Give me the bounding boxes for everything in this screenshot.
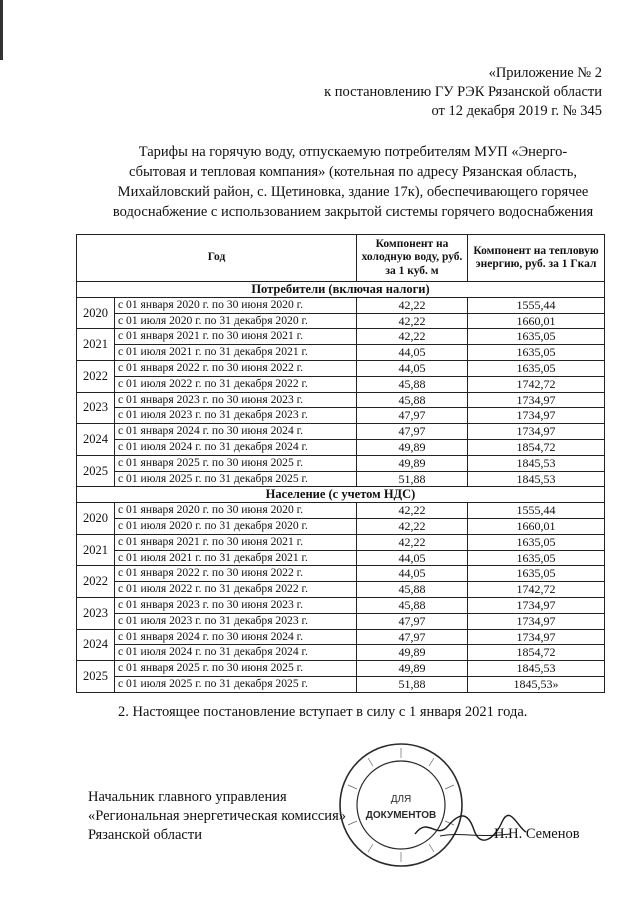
header-cold-water: Компонент на холодную воду, руб. за 1 куб. м [357,235,468,282]
year-cell: 2024 [77,424,115,456]
table-row [77,676,605,692]
period-cell: с 01 января 2021 г. по 30 июня 2021 г. [115,329,357,345]
signatory-position-2: «Региональная энергетическая комиссия» [88,808,346,824]
cold-water-cell: 49,89 [357,645,468,661]
period-cell: с 01 июля 2021 г. по 31 декабря 2021 г. [115,345,357,361]
heat-energy-cell: 1555,44 [468,297,605,313]
heat-energy-cell: 1742,72 [468,376,605,392]
period-cell: с 01 июля 2020 г. по 31 декабря 2020 г. [115,518,357,534]
period-cell: с 01 июля 2020 г. по 31 декабря 2020 г. [115,313,357,329]
period-cell: с 01 января 2023 г. по 30 июня 2023 г. [115,392,357,408]
table-row [77,661,605,677]
heat-energy-cell: 1734,97 [468,613,605,629]
cold-water-cell: 47,97 [357,408,468,424]
table-row [77,566,605,582]
year-cell: 2022 [77,566,115,598]
year-cell: 2021 [77,329,115,361]
heat-energy-cell: 1734,97 [468,408,605,424]
table-row [77,313,605,329]
table-row [77,597,605,613]
cold-water-cell: 49,89 [357,439,468,455]
year-cell: 2021 [77,534,115,566]
period-cell: с 01 января 2024 г. по 30 июня 2024 г. [115,629,357,645]
cold-water-cell: 44,05 [357,345,468,361]
year-cell: 2022 [77,360,115,392]
heat-energy-cell: 1734,97 [468,597,605,613]
appendix-line-2: к постановлению ГУ РЭК Рязанской области [324,84,602,100]
table-row [77,424,605,440]
table-row [77,629,605,645]
period-cell: с 01 января 2020 г. по 30 июня 2020 г. [115,297,357,313]
period-cell: с 01 июля 2025 г. по 31 декабря 2025 г. [115,676,357,692]
cold-water-cell: 42,22 [357,329,468,345]
section-row [77,282,605,298]
period-cell: с 01 января 2025 г. по 30 июня 2025 г. [115,455,357,471]
period-cell: с 01 января 2021 г. по 30 июня 2021 г. [115,534,357,550]
cold-water-cell: 45,88 [357,392,468,408]
table-row [77,345,605,361]
heat-energy-cell: 1734,97 [468,424,605,440]
year-cell: 2024 [77,629,115,661]
cold-water-cell: 42,22 [357,297,468,313]
heat-energy-cell: 1635,05 [468,345,605,361]
cold-water-cell: 51,88 [357,471,468,487]
section-title: Потребители (включая налоги) [77,282,605,298]
heat-energy-cell: 1845,53 [468,455,605,471]
period-cell: с 01 января 2022 г. по 30 июня 2022 г. [115,566,357,582]
title-line-1: Тарифы на горячую воду, отпускаемую потребителям МУП «Энерго- [138,144,568,160]
official-stamp [336,740,466,870]
heat-energy-cell: 1660,01 [468,518,605,534]
period-cell: с 01 января 2020 г. по 30 июня 2020 г. [115,503,357,519]
period-cell: с 01 июля 2023 г. по 31 декабря 2023 г. [115,408,357,424]
tariff-body [77,282,605,693]
tariff-table [76,234,605,693]
heat-energy-cell: 1742,72 [468,582,605,598]
period-cell: с 01 января 2025 г. по 30 июня 2025 г. [115,661,357,677]
period-cell: с 01 января 2024 г. по 30 июня 2024 г. [115,424,357,440]
appendix-line-1: «Приложение № 2 [488,65,602,81]
cold-water-cell: 44,05 [357,566,468,582]
heat-energy-cell: 1845,53 [468,471,605,487]
table-row [77,376,605,392]
heat-energy-cell: 1845,53 [468,661,605,677]
cold-water-cell: 44,05 [357,360,468,376]
table-row [77,439,605,455]
cold-water-cell: 42,22 [357,518,468,534]
heat-energy-cell: 1734,97 [468,392,605,408]
period-cell: с 01 июля 2024 г. по 31 декабря 2024 г. [115,645,357,661]
heat-energy-cell: 1854,72 [468,439,605,455]
table-row [77,582,605,598]
period-cell: с 01 июля 2025 г. по 31 декабря 2025 г. [115,471,357,487]
period-cell: с 01 июля 2022 г. по 31 декабря 2022 г. [115,376,357,392]
cold-water-cell: 42,22 [357,313,468,329]
section-title: Население (с учетом НДС) [77,487,605,503]
period-cell: с 01 июля 2024 г. по 31 декабря 2024 г. [115,439,357,455]
cold-water-cell: 44,05 [357,550,468,566]
table-row [77,297,605,313]
signatory-position-3: Рязанской области [88,827,202,843]
cold-water-cell: 42,22 [357,503,468,519]
header-year: Год [77,235,357,282]
signature-block [88,788,346,845]
cold-water-cell: 49,89 [357,661,468,677]
heat-energy-cell: 1555,44 [468,503,605,519]
period-cell: с 01 января 2022 г. по 30 июня 2022 г. [115,360,357,376]
table-row [77,503,605,519]
table-row [77,360,605,376]
signatory-name: Н.Н. Семенов [494,826,580,842]
cold-water-cell: 45,88 [357,582,468,598]
heat-energy-cell: 1635,05 [468,534,605,550]
heat-energy-cell: 1635,05 [468,550,605,566]
title-line-4: водоснабжение с использованием закрытой системы горячего водоснабжения [112,204,594,220]
period-cell: с 01 июля 2023 г. по 31 декабря 2023 г. [115,613,357,629]
stamp-text-top: ДЛЯ [390,794,412,805]
heat-energy-cell: 1845,53» [468,676,605,692]
table-row [77,408,605,424]
heat-energy-cell: 1635,05 [468,360,605,376]
table-row [77,455,605,471]
appendix-line-3: от 12 декабря 2019 г. № 345 [431,103,602,119]
table-row [77,613,605,629]
year-cell: 2020 [77,503,115,535]
table-header-row [77,235,605,282]
table-row [77,329,605,345]
title-line-3: Михайловский район, с. Щетиновка, здание 17к), обеспечивающего горячее [117,184,589,200]
stamp-text-bottom: ДОКУМЕНТОВ [365,810,437,821]
table-row [77,471,605,487]
year-cell: 2020 [77,297,115,329]
cold-water-cell: 42,22 [357,534,468,550]
cold-water-cell: 45,88 [357,597,468,613]
cold-water-cell: 47,97 [357,613,468,629]
period-cell: с 01 июля 2022 г. по 31 декабря 2022 г. [115,582,357,598]
heat-energy-cell: 1854,72 [468,645,605,661]
heat-energy-cell: 1635,05 [468,566,605,582]
year-cell: 2023 [77,392,115,424]
period-cell: с 01 июля 2021 г. по 31 декабря 2021 г. [115,550,357,566]
table-row [77,392,605,408]
table-row [77,550,605,566]
heat-energy-cell: 1734,97 [468,629,605,645]
cold-water-cell: 49,89 [357,455,468,471]
year-cell: 2025 [77,661,115,693]
year-cell: 2023 [77,597,115,629]
title-line-2: сбытовая и тепловая компания» (котельная по адресу Рязанская область, [129,164,577,180]
section-row [77,487,605,503]
heat-energy-cell: 1635,05 [468,329,605,345]
heat-energy-cell: 1660,01 [468,313,605,329]
appendix-header [324,64,602,121]
cold-water-cell: 51,88 [357,676,468,692]
header-heat-energy: Компонент на тепловую энергию, руб. за 1 Гкал [468,235,605,282]
table-row [77,645,605,661]
effective-date-clause: 2. Настоящее постановление вступает в силу с 1 января 2021 года. [118,704,528,720]
cold-water-cell: 45,88 [357,376,468,392]
cold-water-cell: 47,97 [357,424,468,440]
cold-water-cell: 47,97 [357,629,468,645]
page-edge-mark [0,0,3,60]
table-row [77,518,605,534]
document-title [88,142,618,222]
year-cell: 2025 [77,455,115,487]
period-cell: с 01 января 2023 г. по 30 июня 2023 г. [115,597,357,613]
table-row [77,534,605,550]
signatory-position-1: Начальник главного управления [88,789,287,805]
